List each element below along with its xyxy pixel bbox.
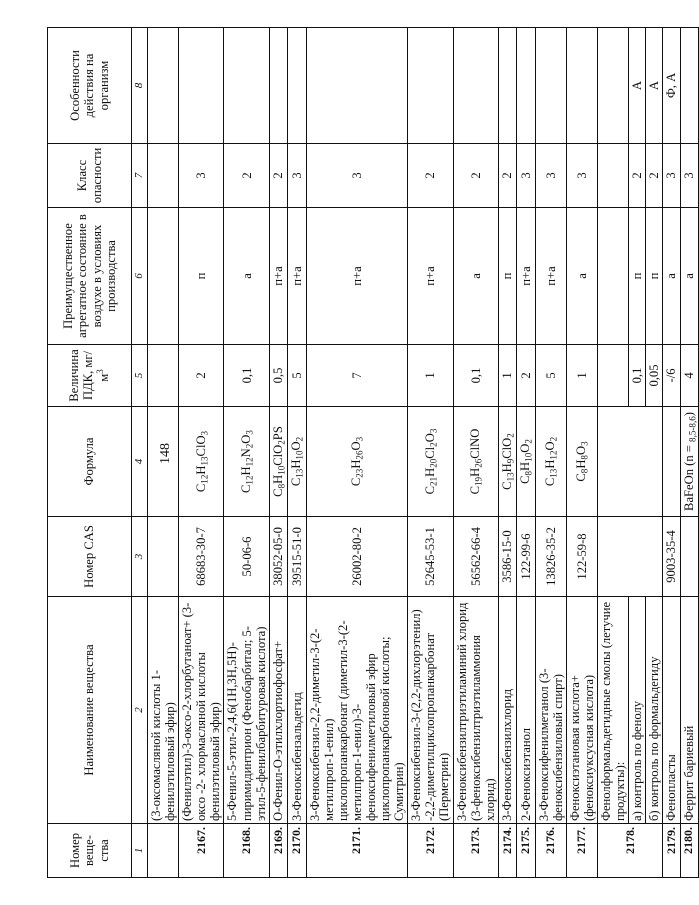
col-index: 7	[132, 144, 148, 208]
hazard-class: 2	[453, 144, 498, 208]
table-row	[517, 28, 535, 878]
substance-name: Феррит бариевый	[680, 597, 698, 824]
cas-number	[680, 517, 698, 597]
substance-name: (Фенилэтил)-3-оксо-2-хлорбутаноат+ (3-оксо -2- хлормасляной кислоты фенилэтиловый эфир)	[179, 597, 224, 824]
pdk-value: 5	[535, 345, 566, 407]
cas-number: 38052-05-0	[269, 517, 287, 597]
cas-number: 52645-53-1	[408, 517, 453, 597]
col-index: 5	[132, 345, 148, 407]
effect	[179, 28, 224, 144]
col-index: 2	[132, 597, 148, 824]
effect	[498, 28, 516, 144]
hazard-class: 3	[535, 144, 566, 208]
row-number: 2178.	[598, 824, 663, 878]
effect	[288, 28, 306, 144]
hazard-class: 3	[288, 144, 306, 208]
table-row	[663, 28, 680, 878]
substance-name: 2-Феноксиэтанол	[517, 597, 535, 824]
cas-number	[148, 517, 179, 597]
aggregate-state: п	[646, 208, 663, 345]
formula: $C_{13}H_{10}O_2$	[288, 407, 306, 517]
table-row	[306, 28, 408, 878]
col-index: 3	[132, 517, 148, 597]
substance-name: 3-Феноксибензил-3-(2,2-дихлорэтенил) -2,2-диметилциклопропанкарбонат (Перметрин)	[408, 597, 453, 824]
cas-number: 3586-15-0	[498, 517, 516, 597]
hazard-class: 3	[517, 144, 535, 208]
formula: $C_{12}H_{13}ClO_3$	[179, 407, 224, 517]
row-number: 2168.	[224, 824, 269, 878]
cas-number: 122-99-6	[517, 517, 535, 597]
aggregate-state	[598, 208, 629, 345]
substance-name: Феноксиэтановая кислота+ (феноксиуксусная кислота)	[566, 597, 597, 824]
aggregate-state: п+а	[306, 208, 408, 345]
cas-number: 68683-30-7	[179, 517, 224, 597]
cas-number	[598, 517, 663, 597]
formula: $C_{13}H_{12}O_2$	[535, 407, 566, 517]
substance-name: б) контроль по формальдегиду	[646, 597, 663, 824]
substance-name: 3-Феноксибензилтриэтиламиний хлорид (3-феноксибензилтриэтиламмония хлорид)	[453, 597, 498, 824]
page-number: 148	[158, 443, 173, 464]
header-class: Класс опасности	[48, 144, 132, 208]
effect: Ф, А	[663, 28, 680, 144]
pdk-value: 0,05	[646, 345, 663, 407]
formula	[663, 407, 680, 517]
table-row	[288, 28, 306, 878]
rotated-page	[47, 28, 697, 878]
column-index-row	[132, 28, 148, 878]
hazard-class: 2	[408, 144, 453, 208]
row-number: 2174.	[498, 824, 516, 878]
pdk-value: 1	[408, 345, 453, 407]
row-number: 2179.	[663, 824, 680, 878]
effect	[269, 28, 287, 144]
effect	[517, 28, 535, 144]
table-row	[535, 28, 566, 878]
aggregate-state: п	[498, 208, 516, 345]
pdk-value: 1	[498, 345, 516, 407]
effect	[224, 28, 269, 144]
aggregate-state	[148, 208, 179, 345]
row-number: 2176.	[535, 824, 566, 878]
pdk-value: 0,1	[453, 345, 498, 407]
substance-name: 5-Фенил-5-этил-2,4,6(1Н,3Н,5Н)-пиримидинтрион (Фенобарбитал; 5-этил-5-фенилбарбитуровая кислота)	[224, 597, 269, 824]
aggregate-state: а	[224, 208, 269, 345]
row-number	[148, 824, 179, 878]
effect	[598, 28, 629, 144]
formula: $C_{13}H_9ClO_2$	[498, 407, 516, 517]
pdk-value: -/6	[663, 345, 680, 407]
header-effect: Особенности действия на организм	[48, 28, 132, 144]
effect	[148, 28, 179, 144]
cas-number: 26002-80-2	[306, 517, 408, 597]
table-row	[408, 28, 453, 878]
pdk-value: 4	[680, 345, 698, 407]
formula: $C_{12}H_{12}N_2O_3$	[224, 407, 269, 517]
cas-number: 39515-51-0	[288, 517, 306, 597]
table-row	[269, 28, 287, 878]
hazard-class: 2	[224, 144, 269, 208]
cas-number: 13826-35-2	[535, 517, 566, 597]
pdk-value: 0,5	[269, 345, 287, 407]
col-index: 1	[132, 824, 148, 878]
table-row	[598, 28, 629, 878]
aggregate-state: п+а	[517, 208, 535, 345]
hazard-class: 3	[306, 144, 408, 208]
row-number: 2167.	[179, 824, 224, 878]
row-number: 2173.	[453, 824, 498, 878]
substance-name: Фенолформальдегидные смолы (летучие продукты):	[598, 597, 629, 824]
col-index: 8	[132, 28, 148, 144]
hazard-class: 3	[179, 144, 224, 208]
table-row	[148, 28, 179, 878]
hazard-class	[598, 144, 629, 208]
header-cas: Номер CAS	[48, 517, 132, 597]
effect: А	[629, 28, 646, 144]
substance-name: 3-Феноксифенилметанол (3-феноксибензиловый спирт)	[535, 597, 566, 824]
cas-number: 56562-66-4	[453, 517, 498, 597]
cas-number: 50-06-6	[224, 517, 269, 597]
aggregate-state: п	[179, 208, 224, 345]
pdk-value: 2	[517, 345, 535, 407]
pdk-value: 7	[306, 345, 408, 407]
formula: $C_{21}H_{20}Cl_2O_3$	[408, 407, 453, 517]
header-row	[48, 28, 132, 878]
effect	[306, 28, 408, 144]
formula	[148, 407, 179, 517]
effect	[453, 28, 498, 144]
row-number: 2170.	[288, 824, 306, 878]
row-number: 2171.	[306, 824, 408, 878]
formula	[598, 407, 663, 517]
pdk-value: 0,1	[629, 345, 646, 407]
effect	[680, 28, 698, 144]
aggregate-state: а	[566, 208, 597, 345]
substance-name: а) контроль по фенолу	[629, 597, 646, 824]
effect	[535, 28, 566, 144]
row-number: 2177.	[566, 824, 597, 878]
formula: $C_{23}H_{26}O_3$	[306, 407, 408, 517]
effect	[408, 28, 453, 144]
header-pdk: Величина ПДК, $мг/м^3$	[48, 345, 132, 407]
aggregate-state: а	[680, 208, 698, 345]
row-number: 2175.	[517, 824, 535, 878]
hazard-class: 3	[680, 144, 698, 208]
table-row	[566, 28, 597, 878]
hazard-class	[148, 144, 179, 208]
aggregate-state: а	[453, 208, 498, 345]
effect	[566, 28, 597, 144]
substance-name: (3-оксомасляной кислоты 1-фенилэтиловый эфир)	[148, 597, 179, 824]
header-num: Номер веще-ства	[48, 824, 132, 878]
table-row	[179, 28, 224, 878]
header-state: Преимущественное агрегатное состояние в воздухе в условиях производства	[48, 208, 132, 345]
substance-name: 3-Феноксибензил-2,2-диметил-3-(2-метилпроп-1-енил) циклопропанкарбонат (диметил-3-(2-метилпроп-1-енил)-3-феноксифенилметиловый эфир циклопропанкарбоновой кислоты; Сумитрин)	[306, 597, 408, 824]
header-formula: Формула	[48, 407, 132, 517]
substance-name: 3-Феноксибензальдегид	[288, 597, 306, 824]
pdk-value: 0,1	[224, 345, 269, 407]
hazard-class: 2	[646, 144, 663, 208]
pdk-value	[148, 345, 179, 407]
formula: BaFeOn (n = $_{8,5-8,6}$)	[680, 407, 698, 517]
col-index: 4	[132, 407, 148, 517]
aggregate-state: п+а	[408, 208, 453, 345]
table-row	[453, 28, 498, 878]
substance-name: О-Фенил-О-этилхлортиофосфат+	[269, 597, 287, 824]
effect: А	[646, 28, 663, 144]
formula: $C_8H_8O_3$	[566, 407, 597, 517]
formula: $C_8H_{10}O_2$	[517, 407, 535, 517]
header-name: Наименование вещества	[48, 597, 132, 824]
substance-name: 3-Феноксибензилхлорид	[498, 597, 516, 824]
cas-number: 9003-35-4	[663, 517, 680, 597]
substance-name: Фенопласты	[663, 597, 680, 824]
table-row	[498, 28, 516, 878]
aggregate-state: п+а	[269, 208, 287, 345]
aggregate-state: п+а	[535, 208, 566, 345]
formula: $C_{19}H_{26}ClNO$	[453, 407, 498, 517]
table-row	[680, 28, 698, 878]
row-number: 2180.	[680, 824, 698, 878]
hazard-class: 3	[566, 144, 597, 208]
pdk-value: 2	[179, 345, 224, 407]
hazard-class: 2	[498, 144, 516, 208]
pdk-value: 1	[566, 345, 597, 407]
aggregate-state: п+а	[288, 208, 306, 345]
row-number: 2169.	[269, 824, 287, 878]
hazard-class: 3	[663, 144, 680, 208]
formula: $C_8H_{10}ClO_2PS$	[269, 407, 287, 517]
hazard-class: 2	[269, 144, 287, 208]
aggregate-state: а	[663, 208, 680, 345]
row-number: 2172.	[408, 824, 453, 878]
hazard-class: 2	[629, 144, 646, 208]
substances-table	[47, 27, 699, 878]
aggregate-state: п	[629, 208, 646, 345]
pdk-value	[598, 345, 629, 407]
table-row	[224, 28, 269, 878]
pdk-value: 5	[288, 345, 306, 407]
cas-number: 122-59-8	[566, 517, 597, 597]
col-index: 6	[132, 208, 148, 345]
